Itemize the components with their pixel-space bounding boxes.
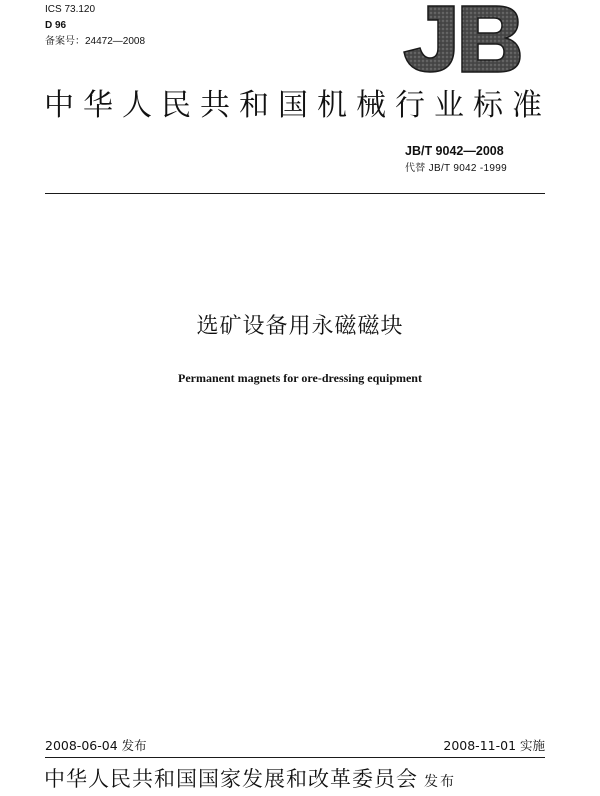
- ics-code: ICS 73.120: [45, 4, 96, 15]
- standard-number: JB/T 9042—2008: [405, 144, 504, 158]
- record-number: 备案号：24472—2008: [45, 36, 146, 47]
- classification-code: D 96: [45, 20, 67, 31]
- publisher-name: 中华人民共和国国家发展和改革委员会: [44, 767, 418, 791]
- document-title-english: Permanent magnets for ore-dressing equipment: [178, 371, 422, 385]
- issue-date: 2008-06-04 发布: [45, 738, 147, 753]
- industry-standard-title: 中华人民共和国机械行业标准: [44, 88, 551, 123]
- publisher: [44, 765, 564, 796]
- jb-logo-icon: [398, 4, 524, 76]
- bottom-divider: [45, 757, 545, 758]
- top-divider: [45, 193, 545, 194]
- publisher-suffix: 发布: [424, 774, 456, 790]
- effective-date: 2008-11-01 实施: [443, 738, 545, 753]
- document-title-chinese: 选矿设备用永磁磁块: [196, 314, 404, 339]
- replaced-standard: 代替 JB/T 9042 -1999: [405, 163, 507, 174]
